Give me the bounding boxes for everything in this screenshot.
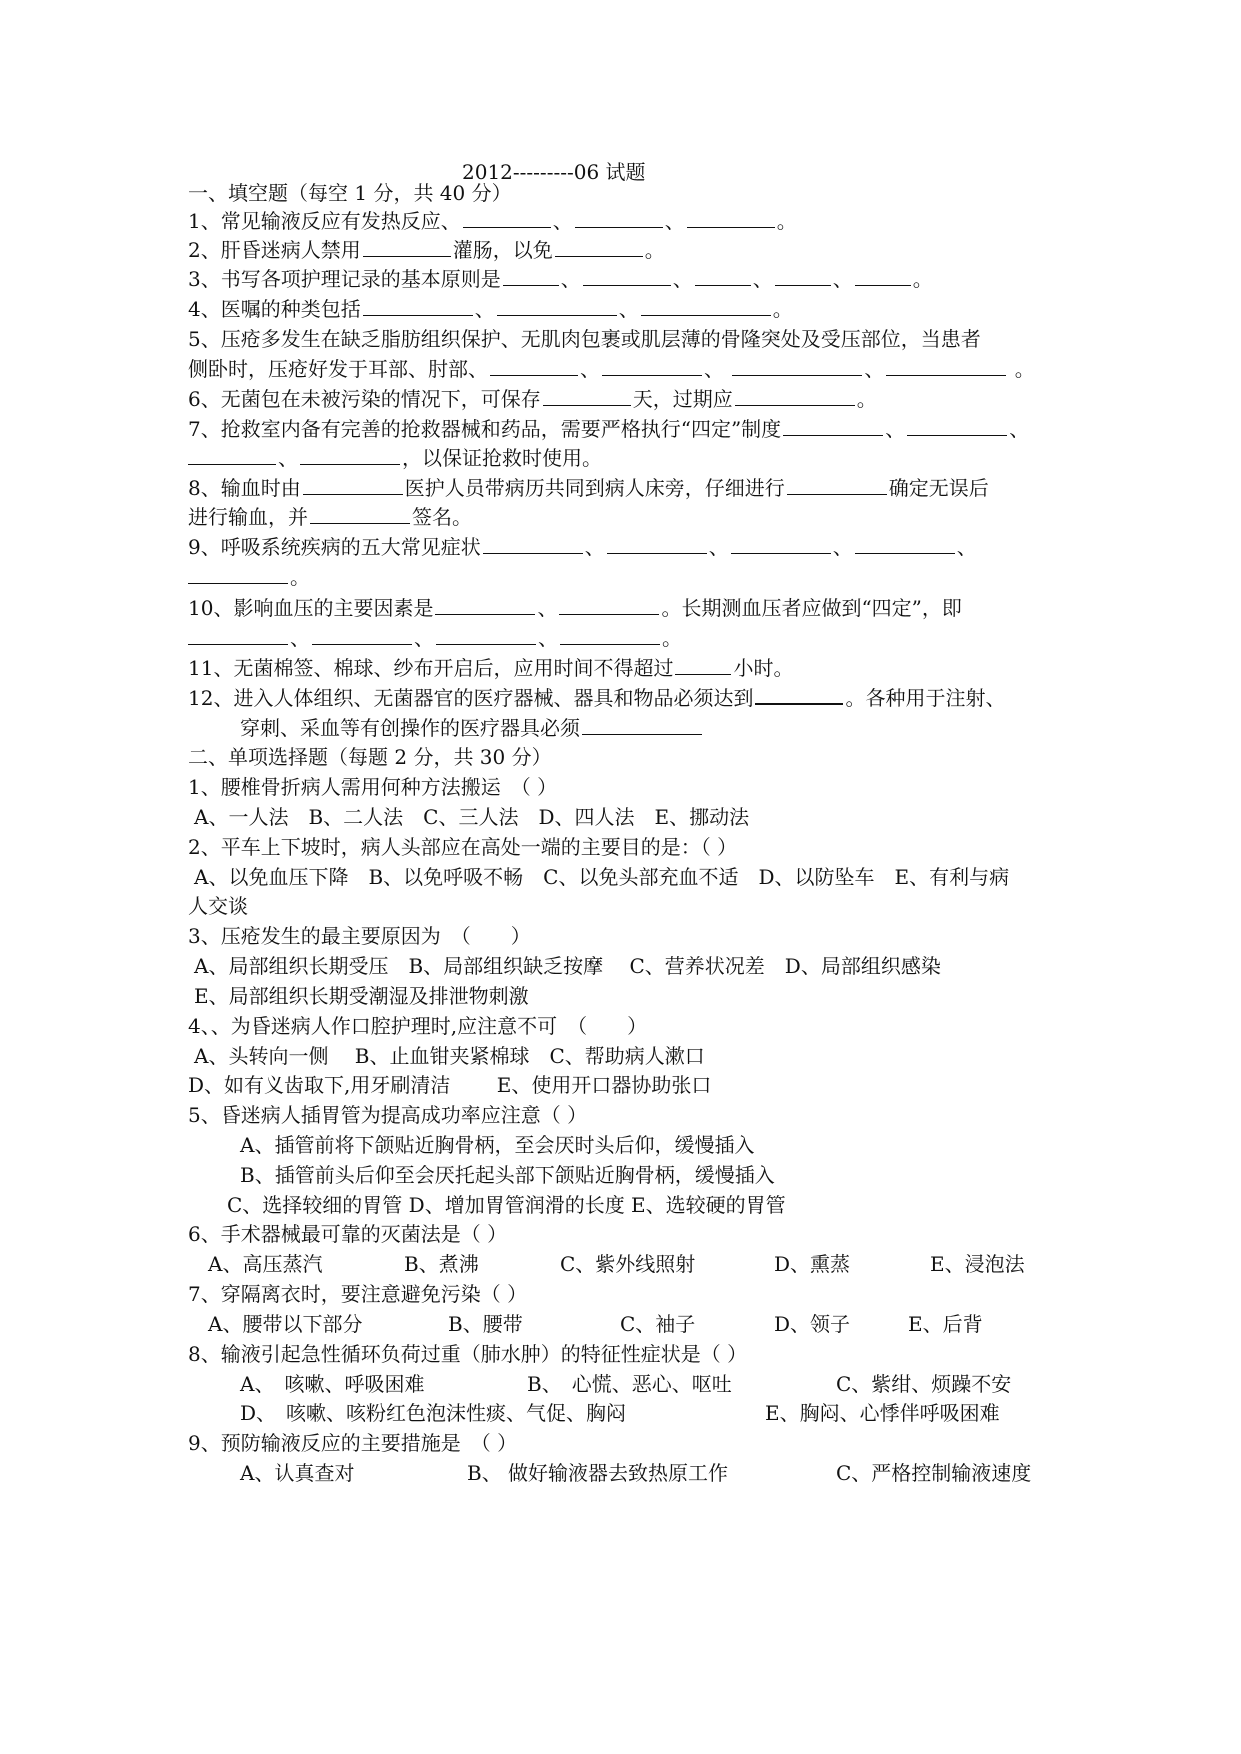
answer-blank[interactable]	[607, 535, 707, 554]
answer-blank[interactable]	[435, 596, 535, 615]
s1-q8-line1: 8、输血时由 医护人员带病历共同到病人床旁，仔细进行 确定无误后	[188, 476, 989, 500]
answer-blank[interactable]	[787, 476, 887, 495]
s2-q7-stem: 7、穿隔离衣时，要注意避免污染（ ）	[188, 1282, 528, 1306]
s2-q2-options-line1: A、以免血压下降 B、以免呼吸不畅 C、以免头部充血不适 D、以防坠车 E、有利与病	[194, 865, 1010, 889]
s1-q9-line1: 9、呼吸系统疾病的五大常见症状 、 、 、 、	[188, 535, 977, 559]
answer-blank[interactable]	[731, 535, 831, 554]
answer-blank[interactable]	[907, 417, 1007, 436]
s2-q4-stem: 4、、为昏迷病人作口腔护理时,应注意不可 （ ）	[188, 1014, 648, 1038]
answer-blank[interactable]	[188, 626, 288, 645]
s2-q4-options-line1: A、头转向一侧 B、止血钳夹紧棉球 C、帮助病人漱口	[194, 1044, 705, 1068]
answer-blank[interactable]	[855, 535, 955, 554]
s2-q5-stem: 5、昏迷病人插胃管为提高成功率应注意（ ）	[188, 1103, 588, 1127]
answer-blank[interactable]	[775, 267, 831, 286]
s2-q1-stem: 1、腰椎骨折病人需用何种方法搬运 （ ）	[188, 775, 558, 799]
s2-q6-stem: 6、手术器械最可靠的灭菌法是（ ）	[188, 1222, 508, 1246]
s1-q8-line2: 进行输血，并 签名。	[188, 505, 472, 529]
answer-blank[interactable]	[497, 297, 617, 316]
answer-blank[interactable]	[312, 626, 412, 645]
s1-q11: 11、无菌棉签、棉球、纱布开启后，应用时间不得超过 小时。	[188, 656, 794, 680]
answer-blank[interactable]	[483, 535, 583, 554]
s2-q5-option-b: B、插管前头后仰至会厌托起头部下颌贴近胸骨柄，缓慢插入	[240, 1163, 775, 1187]
answer-blank[interactable]	[363, 238, 451, 257]
answer-blank[interactable]	[188, 446, 276, 465]
section1-heading: 一、填空题（每空 1 分，共 40 分）	[188, 181, 512, 205]
answer-blank[interactable]	[687, 209, 775, 228]
answer-blank[interactable]	[310, 505, 410, 524]
answer-blank[interactable]	[490, 357, 578, 376]
answer-blank[interactable]	[436, 626, 536, 645]
answer-blank[interactable]	[560, 626, 660, 645]
answer-blank[interactable]	[695, 267, 751, 286]
answer-blank[interactable]	[575, 209, 663, 228]
answer-blank[interactable]	[735, 387, 855, 406]
s2-q3-options-line2: E、局部组织长期受潮湿及排泄物刺激	[194, 984, 529, 1008]
s1-q4: 4、医嘱的种类包括 、 、 。	[188, 297, 793, 321]
answer-blank[interactable]	[783, 417, 883, 436]
exam-page: 2012---------06 试题 一、填空题（每空 1 分，共 40 分） 1、常见输液反应有发热反应、 、 、 。 2、肝昏迷病人禁用 灌肠，以免 。 3、书写各项护理记录的基本原则是 、 、 、 、 。 4、医嘱的种类包括 、 、 。 5、压疮多发生在缺乏脂肪组织保护、无肌肉包裹或肌层薄的骨隆突处及受压部位，当患者 侧卧时，压疮好发于耳部、肘部、 、 、 、 。 6、无菌包在未被污染的情况下，可保存 天，过期应 。 7、抢救室内备有完善的抢救器械和药品，需要严格执行“四定”制度 、 、 、 ，以保证抢救时使用。 8、输血时由 医护人员带病历共同到病人床旁，仔细进行 确定无误后 进行输血，并 签名。 9、呼吸系统疾病的五大常见症状 、 、 、 、 。 10、影响血压的主要因素是 、 。长期测血压者应做到“四定”，即 、 、 、 。 11、无菌棉签、棉球、纱布开启后，应用时间不得超过 小时。 12、进入人体组织、无菌器官的医疗器械、器具和物品必须达到 。各种用于注射、 穿刺、采血等有创操作的医疗器具必须 二、单项选择题（每题 2 分，共 30 分） 1、腰椎骨折病人需用何种方法搬运 （ ） A、一人法 B、二人法 C、三人法 D、四人法 E、挪动法 2、平车上下坡时，病人头部应在高处一端的主要目的是：（ ） A、以免血压下降 B、以免呼吸不畅 C、以免头部充血不适 D、以防坠车 E、有利与病 人交谈 3、压疮发生的最主要原因为 （ ） A、局部组织长期受压 B、局部组织缺乏按摩 C、营养状况差 D、局部组织感染 E、局部组织长期受潮湿及排泄物刺激 4、、为昏迷病人作口腔护理时,应注意不可 （ ） A、头转向一侧 B、止血钳夹紧棉球 C、帮助病人漱口 D、如有义齿取下,用牙刷清洁 E、使用开口器协助张口 5、昏迷病人插胃管为提高成功率应注意（ ） A、插管前将下颌贴近胸骨柄，至会厌时头后仰，缓慢插入 B、插管前头后仰至会厌托起头部下颌贴近胸骨柄，缓慢插入 C、选择较细的胃管 D、增加胃管润滑的长度 E、选较硬的胃管 6、手术器械最可靠的灭菌法是（ ） A、高压蒸汽 B、煮沸 C、紫外线照射 D、熏蒸 E、浸泡法 7、穿隔离衣时，要注意避免污染（ ） A、腰带以下部分 B、腰带 C、袖子 D、领子 E、后背 8、输液引起急性循环负荷过重（肺水肿）的特征性症状是（ ） A、 咳嗽、呼吸困难 B、 心慌、恶心、呕吐 C、紫绀、烦躁不安 D、 咳嗽、咳粉红色泡沫性痰、气促、胸闷 E、胸闷、心悸伴呼吸困难 9、预防输液反应的主要措施是 （ ） A、认真查对 B、 做好输液器去致热原工作 C、严格控制输液速度	[0, 0, 1241, 1754]
answer-blank[interactable]	[755, 685, 843, 705]
s1-q7-line1: 7、抢救室内备有完善的抢救器械和药品，需要严格执行“四定”制度 、 、	[188, 417, 1030, 441]
s2-q2-options-line2: 人交谈	[188, 894, 248, 918]
s2-q3-stem: 3、压疮发生的最主要原因为 （ ）	[188, 924, 531, 948]
answer-blank[interactable]	[583, 267, 671, 286]
answer-blank[interactable]	[555, 238, 643, 257]
answer-blank[interactable]	[463, 209, 551, 228]
s1-q12-line2: 穿刺、采血等有创操作的医疗器具必须	[240, 715, 704, 741]
exam-title: 2012---------06 试题	[462, 160, 646, 184]
answer-blank[interactable]	[602, 357, 702, 376]
s1-q9-line2: 。	[188, 564, 310, 590]
s2-q8-stem: 8、输液引起急性循环负荷过重（肺水肿）的特征性症状是（ ）	[188, 1342, 748, 1366]
answer-blank[interactable]	[300, 446, 400, 465]
answer-blank[interactable]	[188, 565, 288, 584]
answer-blank[interactable]	[732, 357, 862, 376]
answer-blank[interactable]	[559, 596, 659, 615]
s1-q7-line2: 、 ，以保证抢救时使用。	[188, 445, 602, 471]
s1-q6: 6、无菌包在未被污染的情况下，可保存 天，过期应 。	[188, 387, 877, 411]
s1-q5-line2: 侧卧时，压疮好发于耳部、肘部、 、 、 、 。	[188, 357, 1035, 381]
section2-heading: 二、单项选择题（每题 2 分，共 30 分）	[188, 745, 552, 769]
answer-blank[interactable]	[503, 267, 559, 286]
s2-q4-options-line2: D、如有义齿取下,用牙刷清洁 E、使用开口器协助张口	[188, 1073, 712, 1097]
answer-blank[interactable]	[303, 476, 403, 495]
s1-q5-line1: 5、压疮多发生在缺乏脂肪组织保护、无肌肉包裹或肌层薄的骨隆突处及受压部位，当患者	[188, 327, 981, 351]
s2-q9-stem: 9、预防输液反应的主要措施是 （ ）	[188, 1431, 518, 1455]
s2-q5-option-a: A、插管前将下颌贴近胸骨柄，至会厌时头后仰，缓慢插入	[240, 1133, 755, 1157]
answer-blank[interactable]	[543, 387, 631, 406]
s1-q2: 2、肝昏迷病人禁用 灌肠，以免 。	[188, 238, 665, 262]
s1-q3: 3、书写各项护理记录的基本原则是 、 、 、 、 。	[188, 267, 933, 291]
answer-blank[interactable]	[675, 656, 731, 675]
answer-blank[interactable]	[582, 716, 702, 735]
answer-blank[interactable]	[641, 297, 771, 316]
answer-blank[interactable]	[886, 357, 1006, 376]
s1-q12-line1: 12、进入人体组织、无菌器官的医疗器械、器具和物品必须达到 。各种用于注射、	[188, 686, 1006, 710]
s1-q10-line1: 10、影响血压的主要因素是 、 。长期测血压者应做到“四定”，即	[188, 596, 962, 620]
s2-q2-stem: 2、平车上下坡时，病人头部应在高处一端的主要目的是：（ ）	[188, 835, 738, 859]
answer-blank[interactable]	[855, 267, 911, 286]
s1-q10-line2: 、 、 、 。	[188, 625, 682, 651]
s2-q3-options-line1: A、局部组织长期受压 B、局部组织缺乏按摩 C、营养状况差 D、局部组织感染	[194, 954, 941, 978]
s2-q1-options: A、一人法 B、二人法 C、三人法 D、四人法 E、挪动法	[194, 805, 750, 829]
answer-blank[interactable]	[363, 297, 473, 316]
s2-q5-options-cde: C、选择较细的胃管 D、增加胃管润滑的长度 E、选较硬的胃管	[227, 1193, 786, 1217]
s1-q1: 1、常见输液反应有发热反应、 、 、 。	[188, 209, 797, 233]
